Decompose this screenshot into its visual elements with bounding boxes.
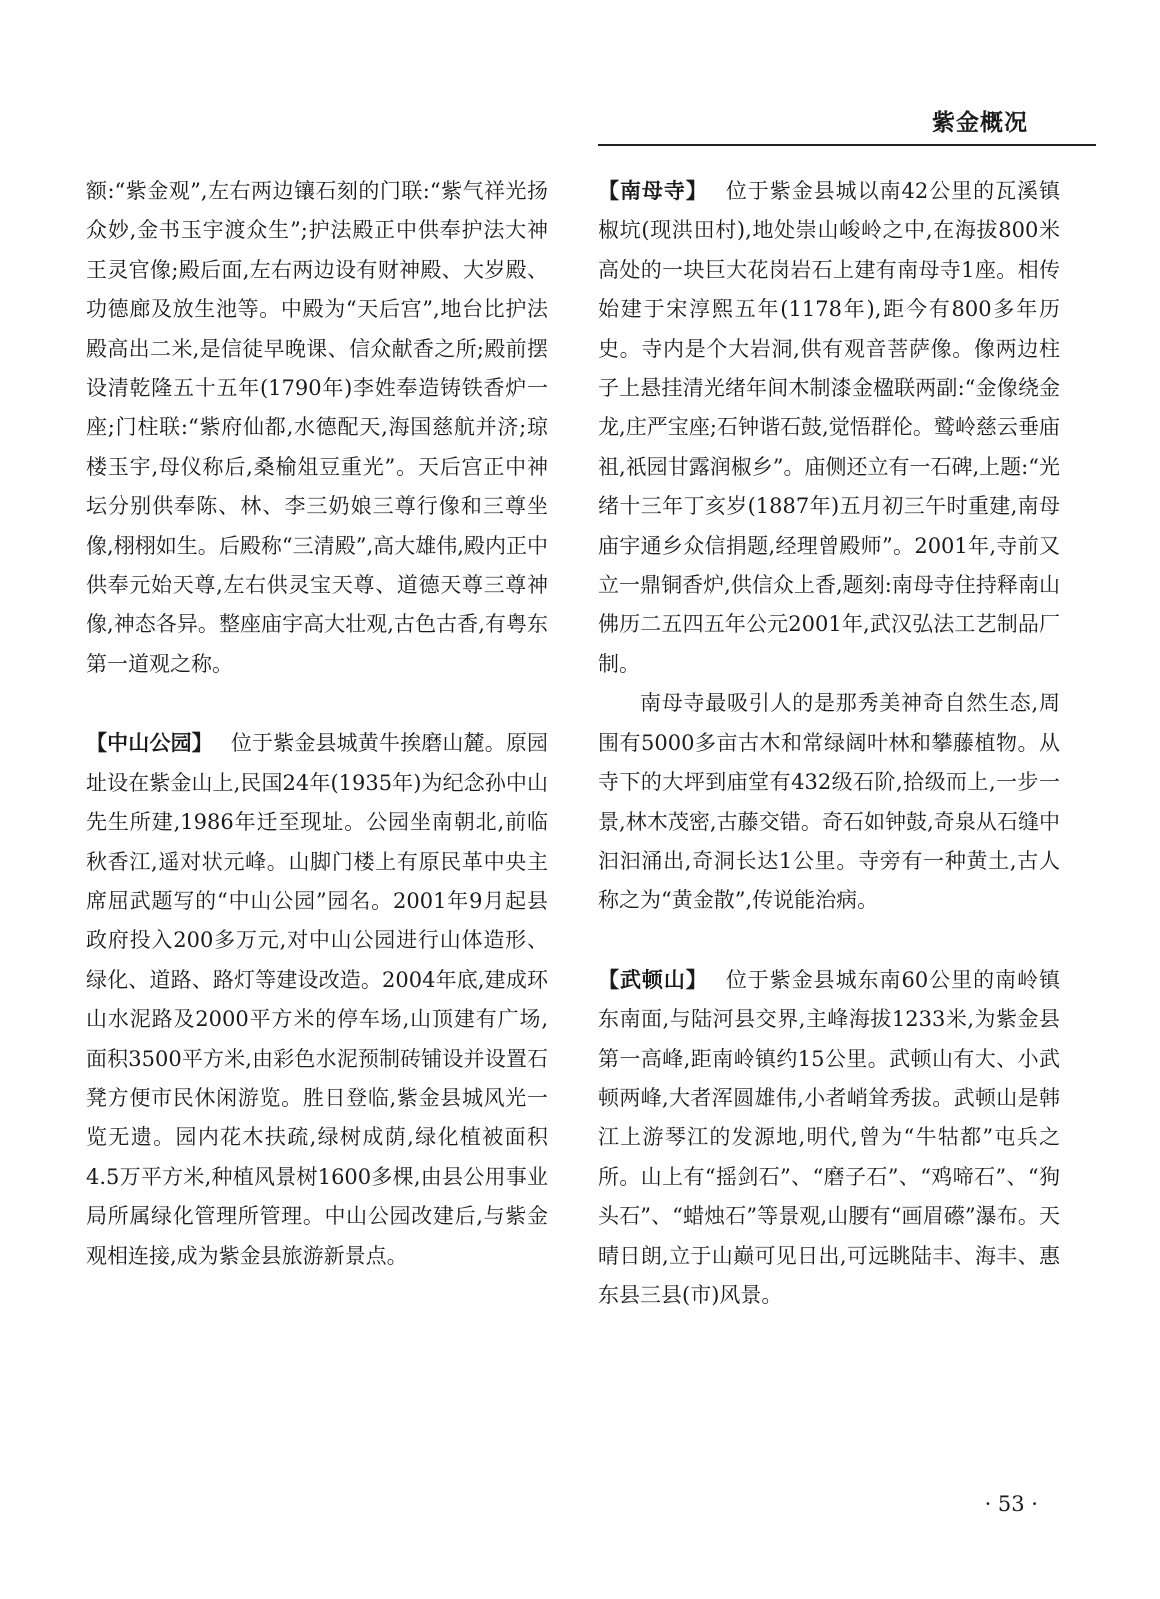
entry-text-wudun-mountain: 位于紫金县城东南60公里的南岭镇东南面,与陆河县交界,主峰海拔1233米,为紫金县第一高峰,距南岭镇约15公里。武顿山有大、小武顿两峰,大者浑圆雄伟,小者峭耸秀拔。武顿山是韩江上游琴江的发源地,明代,曾为“牛牯都”屯兵之所。山上有“摇剑石”、“磨子石”、“鸡啼石”、“狗头石”、“蜡烛石”等景观,山腰有“画眉礤”瀑布。天晴日朗,立于山巅可见日出,可远眺陆丰、海丰、惠东县三县(市)风景。 <box>598 967 1060 1307</box>
section-gap <box>598 921 1060 961</box>
entry-text-zhongshan-park: 位于紫金县城黄牛挨磨山麓。原园址设在紫金山上,民国24年(1935年)为纪念孙中山先生所建,1986年迁至现址。公园坐南朝北,前临秋香江,遥对状元峰。山脚门楼上有原民革中央主席屈武题写的“中山公园”园名。2001年9月起县政府投入200多万元,对中山公园进行山体造形、绿化、道路、路灯等建设改造。2004年底,建成环山水泥路及2000平方米的停车场,山顶建有广场,面积3500平方米,由彩色水泥预制砖铺设并设置石凳方便市民休闲游览。胜日登临,紫金县城风光一览无遗。园内花木扶疏,绿树成荫,绿化植被面积4.5万平方米,种植风景树1600多棵,由县公用事业局所属绿化管理所管理。中山公园改建后,与紫金观相连接,成为紫金县旅游新景点。 <box>86 731 549 1268</box>
section-zhongshan-park <box>86 724 548 1276</box>
paragraph-nanmu-ecology: 南母寺最吸引人的是那秀美神奇自然生态,周围有5000多亩古木和常绿阔叶林和攀藤植物。从寺下的大坪到庙堂有432级石阶,拾级而上,一步一景,林木茂密,古藤交错。奇石如钟鼓,奇泉从石缝中汩汩涌出,奇洞长达1公里。寺旁有一种黄土,古人称之为“黄金散”,传说能治病。 <box>598 691 1060 913</box>
entry-title-nanmu-temple: 【南母寺】 <box>598 179 708 203</box>
entry-text-nanmu-temple: 位于紫金县城以南42公里的瓦溪镇椒坑(现洪田村),地处崇山峻岭之中,在海拔800米高处的一块巨大花岗岩石上建有南母寺1座。相传始建于宋淳熙五年(1178年),距今有800多年历史。寺内是个大岩洞,供有观音菩萨像。像两边柱子上悬挂清光绪年间木制漆金楹联两副:“金像绕金龙,庄严宝座;石钟谐石鼓,觉悟群伦。鹫岭慈云垂庙祖,祇园甘露润椒乡”。庙侧还立有一石碑,上题:“光绪十三年丁亥岁(1887年)五月初三午时重建,南母庙宇通乡众信捐题,经理曾殿师”。2001年,寺前又立一鼎铜香炉,供信众上香,题刻:南母寺住持释南山佛历二五四五年公元2001年,武汉弘法工艺制品厂制。 <box>598 179 1060 676</box>
right-column <box>598 172 1060 1315</box>
running-head: 紫金概况 <box>932 110 1028 136</box>
section-nanmu-temple <box>598 172 1060 684</box>
entry-title-zhongshan-park: 【中山公园】 <box>86 731 213 756</box>
paragraph-ziyin-temple-continued: 额:“紫金观”,左右两边镶石刻的门联:“紫气祥光扬众妙,金书玉宇渡众生”;护法殿正中供奉护法大神王灵官像;殿后面,左右两边设有财神殿、大岁殿、功德廊及放生池等。中殿为“天后宫”,地台比护法殿高出二米,是信徒早晚课、信众献香之所;殿前摆设清乾隆五十五年(1790年)李姓奉造铸铁香炉一座;门柱联:“紫府仙都,水德配天,海国慈航并济;琼楼玉宇,母仪称后,桑榆俎豆重光”。天后宫正中神坛分别供奉陈、林、李三奶娘三尊行像和三尊坐像,栩栩如生。后殿称“三清殿”,高大雄伟,殿内正中供奉元始天尊,左右供灵宝天尊、道德天尊三尊神像,神态各异。整座庙宇高大壮观,古色古香,有粤东第一道观之称。 <box>86 179 548 676</box>
header-rule <box>598 144 1096 146</box>
page-number: · 53 · <box>984 1492 1038 1516</box>
entry-title-wudun-mountain: 【武顿山】 <box>598 967 708 992</box>
section-gap <box>86 684 548 724</box>
section-wudun-mountain <box>598 961 1060 1316</box>
left-column <box>86 172 548 1276</box>
